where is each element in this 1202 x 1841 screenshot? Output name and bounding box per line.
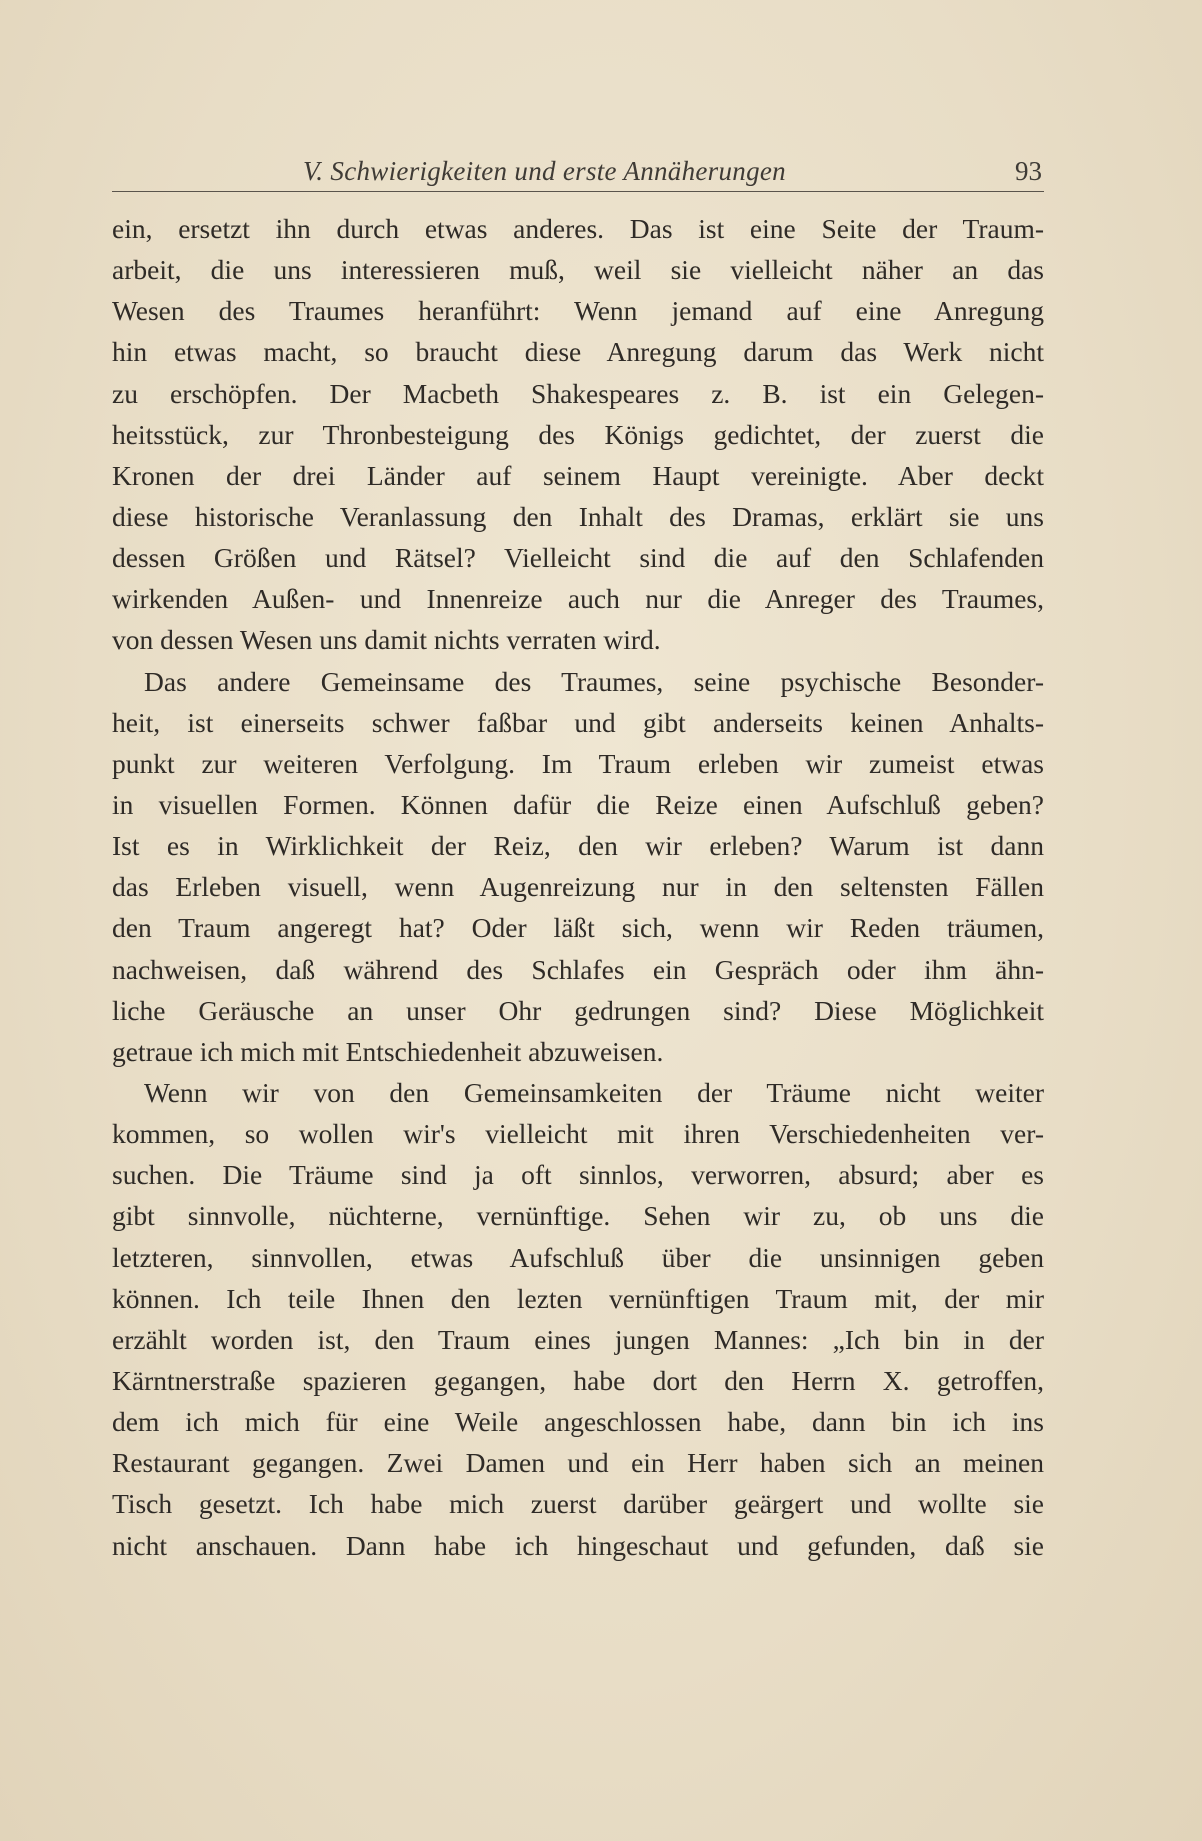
header-rule — [112, 191, 1044, 193]
text-line: das Erleben visuell, wenn Augenreizung nur in den seltensten Fällen — [112, 871, 1044, 903]
text-line: dem ich mich für eine Weile angeschlossen habe, dann bin ich ins — [112, 1406, 1044, 1438]
running-title: V. Schwierigkeiten und erste Annäherungen — [303, 156, 786, 186]
body-text — [112, 208, 1044, 1566]
paragraph-2 — [112, 661, 1044, 1072]
text-line: Das andere Gemeinsame des Traumes, seine psychische Besonder- — [144, 665, 1044, 697]
text-line: können. Ich teile Ihnen den lezten vernünftigen Traum mit, der mir — [112, 1282, 1044, 1314]
paragraph-3 — [112, 1072, 1044, 1566]
text-line: suchen. Die Träume sind ja oft sinnlos, verworren, absurd; aber es — [112, 1159, 1044, 1191]
text-line: letzteren, sinnvollen, etwas Aufschluß über die unsinnigen geben — [112, 1241, 1044, 1273]
text-line: liche Geräusche an unser Ohr gedrungen sind? Diese Möglichkeit — [112, 994, 1044, 1026]
text-line: hin etwas macht, so braucht diese Anregung darum das Werk nicht — [112, 336, 1044, 368]
text-line: von dessen Wesen uns damit nichts verraten wird. — [112, 624, 661, 656]
text-line: arbeit, die uns interessieren muß, weil sie vielleicht näher an das — [112, 254, 1044, 286]
text-line: Restaurant gegangen. Zwei Damen und ein Herr haben sich an meinen — [112, 1447, 1044, 1479]
text-line: wirkenden Außen- und Innenreize auch nur die Anreger des Traumes, — [112, 583, 1044, 615]
text-line: Kronen der drei Länder auf seinem Haupt vereinigte. Aber deckt — [112, 459, 1044, 491]
text-line: gibt sinnvolle, nüchterne, vernünftige. Sehen wir zu, ob uns die — [112, 1200, 1044, 1232]
page-number: 93 — [1015, 156, 1042, 186]
text-line: nicht anschauen. Dann habe ich hingeschaut und gefunden, daß sie — [112, 1529, 1044, 1561]
text-line: Tisch gesetzt. Ich habe mich zuerst darüber geärgert und wollte sie — [112, 1488, 1044, 1520]
text-line: ein, ersetzt ihn durch etwas anderes. Das ist eine Seite der Traum- — [112, 213, 1044, 244]
text-line: heitsstück, zur Thronbesteigung des Königs gedichtet, der zuerst die — [112, 418, 1044, 450]
text-line: erzählt worden ist, den Traum eines jungen Mannes: „Ich bin in der — [112, 1323, 1044, 1355]
text-line: getraue ich mich mit Entschiedenheit abzuweisen. — [112, 1035, 664, 1067]
paragraph-1 — [112, 208, 1044, 661]
text-line: in visuellen Formen. Können dafür die Reize einen Aufschluß geben? — [112, 788, 1044, 820]
running-head — [112, 152, 1044, 192]
text-line: kommen, so wollen wir's vielleicht mit ihren Verschiedenheiten ver- — [112, 1118, 1044, 1150]
text-line: Kärntnerstraße spazieren gegangen, habe dort den Herrn X. getroffen, — [112, 1364, 1044, 1396]
text-line: punkt zur weiteren Verfolgung. Im Traum erleben wir zumeist etwas — [112, 747, 1044, 779]
text-line: Ist es in Wirklichkeit der Reiz, den wir erleben? Warum ist dann — [112, 830, 1044, 862]
text-line: nachweisen, daß während des Schlafes ein Gespräch oder ihm ähn- — [112, 953, 1044, 985]
text-line: dessen Größen und Rätsel? Vielleicht sind die auf den Schlafenden — [112, 542, 1044, 574]
text-line: heit, ist einerseits schwer faßbar und gibt anderseits keinen Anhalts- — [112, 706, 1044, 738]
text-line: Wesen des Traumes heranführt: Wenn jemand auf eine Anregung — [112, 295, 1044, 327]
text-line: Wenn wir von den Gemeinsamkeiten der Träume nicht weiter — [144, 1076, 1044, 1108]
text-line: diese historische Veranlassung den Inhalt des Dramas, erklärt sie uns — [112, 500, 1044, 532]
text-line: zu erschöpfen. Der Macbeth Shakespeares z. B. ist ein Gelegen- — [112, 377, 1044, 409]
text-line: den Traum angeregt hat? Oder läßt sich, wenn wir Reden träumen, — [112, 912, 1044, 944]
